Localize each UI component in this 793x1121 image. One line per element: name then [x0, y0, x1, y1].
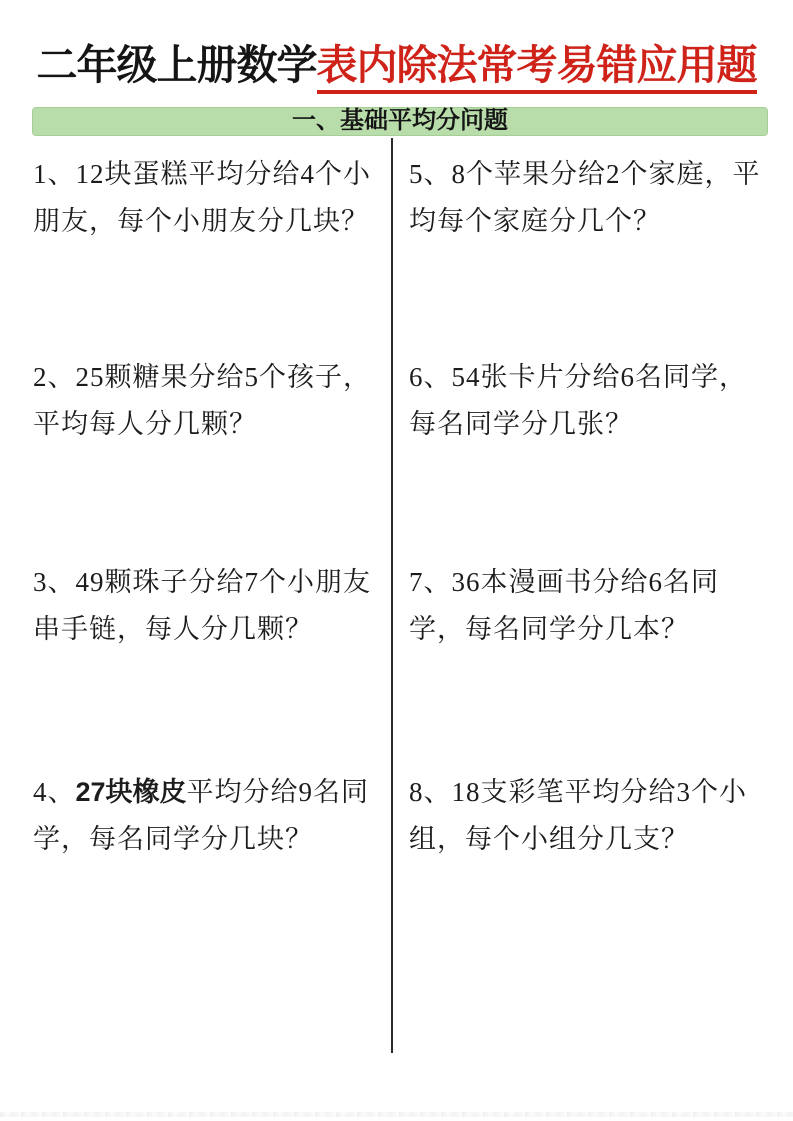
problem-8 — [393, 756, 793, 1053]
problem-3-text: 3、49颗珠子分给7个小朋友串手链，每人分几颗？ — [33, 567, 371, 644]
column-left — [0, 138, 393, 1053]
problem-4-rest: 平均分给9名同学，每名同学分几块？ — [33, 777, 370, 854]
title-red-segment: 表内除法常考易错应用题 — [317, 42, 757, 94]
problem-4-prefix: 4、 — [33, 777, 76, 807]
title-black-segment: 二年级上册数学 — [36, 42, 317, 88]
problem-6 — [393, 341, 793, 546]
problem-7-text: 7、36本漫画书分给6名同学，每名同学分几本？ — [409, 567, 719, 644]
column-right — [393, 138, 793, 1053]
problem-5 — [393, 138, 793, 341]
section-title: 一、基础平均分问题 — [292, 108, 508, 134]
problem-7 — [393, 546, 793, 756]
scan-artifact-line — [0, 1112, 793, 1117]
section-banner — [32, 107, 768, 136]
problem-1 — [0, 138, 391, 341]
problem-2-text: 2、25颗糖果分给5个孩子，平均每人分几颗？ — [33, 362, 371, 439]
problem-1-text: 1、12块蛋糕平均分给4个小朋友，每个小朋友分几块？ — [33, 159, 371, 236]
problem-4 — [0, 756, 391, 1053]
problem-4-bold-text: 27块橡皮 — [75, 777, 187, 807]
problem-2 — [0, 341, 391, 546]
problem-3 — [0, 546, 391, 756]
problem-5-text: 5、8个苹果分给2个家庭，平均每个家庭分几个？ — [409, 159, 761, 236]
problem-6-text: 6、54张卡片分给6名同学，每名同学分几张？ — [409, 362, 747, 439]
page-title — [0, 36, 793, 94]
problem-8-text: 8、18支彩笔平均分给3个小组，每个小组分几支？ — [409, 777, 747, 854]
problem-grid — [0, 138, 793, 1053]
